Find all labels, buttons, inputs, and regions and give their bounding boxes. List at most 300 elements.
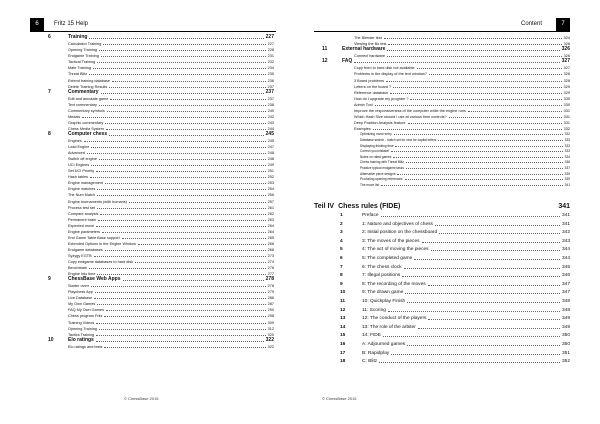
leader-dots: [381, 185, 563, 186]
entry-page-number: 350: [561, 333, 570, 339]
entry-title: Which Hash Size should I use at various time controls?: [354, 114, 447, 119]
entry-title: 13: The role of the arbiter: [362, 324, 416, 330]
entry-page-number: 328: [563, 78, 570, 83]
toc-chapter-entry[interactable]: [340, 270, 570, 278]
entry-page-number: 237: [267, 96, 274, 101]
entry-title: C: Blitz: [362, 359, 378, 365]
entry-title: Examples: [354, 126, 371, 131]
entry-number: 11: [340, 299, 346, 304]
leader-dots: [138, 244, 266, 245]
entry-page-number: 349: [561, 324, 570, 330]
toc-chapter-entry[interactable]: [340, 330, 570, 338]
entry-page-number: 333: [564, 149, 570, 154]
leader-dots: [99, 50, 266, 51]
leader-dots: [104, 347, 265, 348]
entry-page-number: 278: [265, 276, 274, 283]
leader-dots: [109, 135, 263, 136]
entry-page-number: 298: [267, 314, 274, 319]
entry-title: Copy endgame databases to hard disk: [68, 260, 134, 265]
entry-page-number: 263: [267, 217, 274, 222]
entry-number: 8: [340, 273, 343, 279]
leader-dots: [393, 87, 562, 88]
entry-title: Deep Position Analysis feature: [354, 120, 406, 125]
entry-page-number: 329: [563, 90, 570, 95]
leader-dots: [405, 293, 560, 294]
leader-dots: [386, 81, 562, 82]
leader-dots: [407, 345, 560, 346]
leader-dots: [96, 341, 264, 342]
leader-dots: [89, 74, 265, 75]
entry-title: Opening Training: [68, 326, 97, 331]
entry-title: Load Engine: [68, 145, 90, 150]
entry-page-number: 332: [563, 126, 570, 131]
leader-dots: [405, 179, 563, 180]
entry-title: Extend training database: [68, 78, 111, 83]
leader-dots: [99, 329, 266, 330]
leader-dots: [103, 44, 265, 45]
leader-dots: [94, 256, 266, 257]
right-page-header: [314, 18, 570, 32]
header-title: Fritz 15 Help: [54, 21, 89, 27]
entry-title: Process test set: [68, 205, 96, 210]
page-number: 6: [30, 18, 44, 31]
entry-page-number: 339: [564, 177, 570, 182]
entry-title: Displaying thinking time: [360, 143, 394, 148]
entry-page-number: 253: [267, 181, 274, 186]
entry-page-number: 339: [564, 171, 570, 176]
leader-dots: [410, 99, 561, 100]
entry-page-number: 279: [267, 290, 274, 295]
leader-dots: [406, 162, 563, 163]
entry-title: Calculation Training: [68, 42, 102, 47]
entry-page-number: 237: [267, 84, 274, 89]
leader-dots: [438, 140, 562, 141]
leader-dots: [102, 232, 266, 233]
entry-page-number: 351: [561, 350, 570, 356]
leader-dots: [393, 157, 562, 158]
entry-title: Tactical Training: [68, 60, 96, 65]
leader-dots: [95, 292, 266, 293]
entry-page-number: 248: [267, 151, 274, 156]
entry-page-number: 347: [561, 290, 570, 296]
leader-dots: [105, 183, 266, 184]
entry-number: 1: [340, 213, 343, 218]
entry-number: 9: [48, 276, 51, 283]
entry-page-number: 262: [267, 211, 274, 216]
entry-page-number: 249: [267, 163, 274, 168]
entry-title: My Own Games: [68, 302, 96, 307]
leader-dots: [106, 310, 266, 311]
entry-number: 17: [340, 350, 346, 356]
entry-title: Advanced: [68, 151, 85, 156]
entry-page-number: 327: [563, 66, 570, 71]
toc-chapter-entry[interactable]: [340, 339, 570, 347]
entry-title: FAQ My Own Games: [68, 308, 104, 313]
entry-title: Hash tables: [68, 175, 89, 180]
entry-page-number: 248: [267, 157, 274, 162]
entry-title: Engine matches: [68, 187, 96, 192]
leader-dots: [449, 117, 562, 118]
entry-page-number: 234: [267, 66, 274, 71]
entry-title: Extended Options in the Engine Window: [68, 241, 136, 246]
leader-dots: [87, 153, 266, 154]
entry-title: Benchmark: [68, 266, 88, 271]
entry-page-number: 332: [564, 132, 570, 137]
entry-page-number: 290: [267, 308, 274, 313]
entry-page-number: 328: [563, 72, 570, 77]
leader-dots: [84, 141, 266, 142]
entry-page-number: 240: [267, 108, 274, 113]
entry-title: Engines: [68, 139, 82, 144]
toc-chapter-entry[interactable]: [340, 356, 570, 364]
entry-page-number: 322: [267, 344, 274, 349]
entry-page-number: 232: [267, 60, 274, 65]
leader-dots: [98, 220, 266, 221]
entry-title: 1: Nature and objectives of chess: [362, 221, 433, 227]
entry-title: Compare analysis: [68, 211, 99, 216]
entry-page-number: 346: [561, 273, 570, 279]
entry-title: B: Rapidplay: [362, 350, 390, 356]
entry-title: Set UCI Priority: [68, 169, 95, 174]
footer-copyright: © ChessBase 2015: [322, 396, 357, 401]
entry-number: 12: [340, 307, 346, 313]
entry-page-number: 352: [561, 359, 570, 365]
entry-title: Playchess App: [68, 290, 93, 295]
leader-dots: [373, 129, 562, 130]
leader-dots: [97, 274, 265, 275]
entry-title: Reference database: [354, 90, 389, 95]
entry-page-number: 350: [561, 342, 570, 347]
entry-page-number: 320: [267, 332, 274, 337]
entry-page-number: 274: [267, 260, 274, 265]
entry-number: 16: [340, 342, 346, 347]
entry-title: Admin Tool: [354, 102, 373, 107]
entry-title: Starter overr: [68, 284, 90, 289]
leader-dots: [428, 319, 560, 320]
entry-title: 3 Board problems: [354, 78, 384, 83]
entry-title: Computer chess: [68, 130, 108, 137]
entry-title: Producing opening references: [360, 177, 403, 182]
leader-dots: [379, 362, 560, 363]
entry-title: How do I upgrade my program ?: [354, 96, 409, 101]
entry-title: Viewing the Bo test: [354, 42, 387, 47]
entry-title: Text commentary: [68, 102, 97, 107]
toc-chapter-entry[interactable]: [340, 348, 570, 356]
leader-dots: [404, 268, 560, 269]
entry-title: ChessBase Web Apps: [68, 276, 121, 283]
entry-title: The Num Match: [68, 193, 96, 198]
entry-page-number: 227: [267, 42, 274, 47]
entry-page-number: 273: [267, 253, 274, 258]
part-title: Chess rules (FIDE): [338, 203, 401, 210]
entry-page-number: 326: [563, 54, 570, 59]
entry-title: Copy from to hard disk not available: [354, 66, 415, 71]
header-rule: [314, 31, 570, 32]
leader-dots: [94, 298, 265, 299]
entry-title: Connect hardware: [354, 54, 386, 59]
entry-page-number: 251: [267, 169, 274, 174]
entry-title: Engine parameters: [68, 229, 101, 234]
entry-page-number: 333: [564, 137, 570, 142]
entry-page-number: 247: [267, 145, 274, 150]
leader-dots: [387, 50, 559, 51]
leader-dots: [408, 123, 562, 124]
entry-number: 13: [340, 316, 346, 322]
entry-title: 10: Quickplay Finish: [362, 299, 406, 304]
leader-dots: [384, 38, 562, 39]
leader-dots: [394, 134, 563, 135]
toc-chapter-entry[interactable]: [340, 322, 570, 330]
leader-dots: [101, 56, 266, 57]
toc-chapter-entry[interactable]: [340, 253, 570, 261]
entry-page-number: 348: [561, 307, 570, 313]
entry-page-number: 341: [561, 213, 570, 218]
entry-title: 7: Illegal positions: [362, 273, 401, 279]
entry-title: Opening Training: [68, 48, 97, 53]
part-page: 341: [558, 203, 570, 210]
leader-dots: [431, 250, 560, 251]
entry-page-number: 277: [267, 272, 274, 277]
leader-dots: [391, 151, 562, 152]
entry-page-number: 228: [267, 48, 274, 53]
entry-number: 2: [340, 221, 343, 227]
entry-title: 4: The act of moving the pieces: [362, 247, 429, 253]
entry-title: 12: The conduct of the players: [362, 316, 427, 322]
leader-dots: [406, 168, 563, 169]
right-page: [300, 0, 600, 424]
entry-title: 9: The drawn game: [362, 290, 404, 296]
toc-chapter-entry[interactable]: [340, 287, 570, 295]
leader-dots: [97, 189, 265, 190]
entry-title: Endgame databases: [68, 247, 103, 252]
leader-dots: [390, 93, 561, 94]
leader-dots: [107, 111, 266, 112]
part-label: Teil IV: [314, 203, 335, 210]
entry-title: FAQ: [342, 58, 353, 65]
leader-dots: [91, 165, 265, 166]
entry-number: 8: [48, 130, 51, 137]
entry-page-number: 336: [564, 160, 570, 165]
entry-page-number: 343: [561, 238, 570, 244]
entry-page-number: 254: [267, 187, 274, 192]
entry-title: Problems in the display of the text window?: [354, 72, 427, 77]
entry-page-number: 268: [267, 247, 274, 252]
entry-page-number: 245: [267, 139, 274, 144]
header-rule: [30, 31, 276, 32]
part-heading: [314, 200, 570, 210]
entry-title: Delete Training Results: [68, 84, 108, 89]
entry-number: 10: [48, 336, 54, 343]
toc-chapter-entry[interactable]: [340, 296, 570, 304]
entry-title: The Blender test: [354, 36, 382, 41]
entry-page-number: 345: [561, 264, 570, 270]
entry-title: 8: The recording of the moves: [362, 281, 426, 287]
leader-dots: [89, 38, 263, 39]
leader-dots: [388, 311, 560, 312]
entry-page-number: 324: [563, 36, 570, 41]
entry-title: 6: The chess clock: [362, 264, 402, 270]
entry-page-number: 331: [563, 114, 570, 119]
entry-title: 3: The moves of the pieces: [362, 238, 420, 244]
entry-title: External hardware: [342, 46, 386, 53]
leader-dots: [105, 250, 266, 251]
entry-page-number: 344: [561, 256, 570, 261]
toc-chapter-entry[interactable]: [340, 279, 570, 287]
leader-dots: [123, 280, 264, 281]
leader-dots: [106, 129, 266, 130]
entry-title: Letters on the board ?: [354, 84, 392, 89]
entry-title: Edit and annotate game: [68, 96, 109, 101]
entry-title: Graphic commentary: [68, 120, 104, 125]
leader-dots: [388, 44, 561, 45]
leader-dots: [101, 93, 264, 94]
leader-dots: [422, 242, 560, 243]
leader-dots: [89, 268, 265, 269]
entry-page-number: 264: [267, 223, 274, 228]
toc-chapter-entry[interactable]: [340, 236, 570, 244]
leader-dots: [109, 87, 265, 88]
toc-entry[interactable]: [68, 343, 274, 349]
toc-chapter-entry[interactable]: [340, 313, 570, 321]
entry-number: 7: [340, 264, 343, 270]
leader-dots: [417, 68, 562, 69]
entry-title: Engine tournaments (with humans): [68, 199, 127, 204]
leader-dots: [110, 99, 265, 100]
leader-dots: [468, 111, 562, 112]
toc-entry[interactable]: [360, 181, 570, 187]
entry-page-number: 348: [561, 299, 570, 304]
leader-dots: [97, 195, 266, 196]
entry-page-number: 326: [563, 42, 570, 47]
leader-dots: [414, 259, 560, 260]
entry-page-number: 347: [561, 281, 570, 287]
entry-page-number: 237: [265, 88, 274, 95]
leader-dots: [428, 285, 560, 286]
toc-chapter-entry[interactable]: [340, 305, 570, 313]
entry-number: 15: [340, 333, 346, 339]
entry-page-number: 322: [265, 336, 274, 343]
entry-page-number: 329: [563, 84, 570, 89]
entry-title: Engine Into time: [68, 272, 96, 277]
entry-page-number: 331: [563, 108, 570, 113]
leader-dots: [375, 105, 562, 106]
entry-page-number: 337: [564, 165, 570, 170]
entry-title: Endgame Training: [68, 54, 99, 59]
entry-page-number: 243: [267, 120, 274, 125]
entry-page-number: 333: [564, 143, 570, 148]
entry-page-number: 341: [564, 182, 570, 187]
entry-page-number: 252: [267, 175, 274, 180]
leader-dots: [104, 316, 265, 317]
entry-page-number: 309: [267, 320, 274, 325]
left-page-header: [30, 18, 276, 32]
entry-page-number: 242: [267, 114, 274, 119]
entry-title: Preface: [362, 213, 379, 218]
entry-title: Alternative piece designs: [360, 171, 396, 176]
entry-page-number: 349: [561, 316, 570, 322]
entry-page-number: 256: [267, 193, 274, 198]
leader-dots: [91, 286, 266, 287]
entry-title: Syzygy EGTB: [68, 253, 92, 258]
entry-page-number: 327: [561, 58, 570, 65]
leader-dots: [395, 146, 562, 147]
entry-page-number: 276: [267, 266, 274, 271]
entry-title: Chess training with Threat Blitz: [360, 160, 404, 165]
page-number: 7: [556, 18, 570, 31]
entry-title: Elo ratings: [68, 336, 94, 343]
entry-title: A: Adjourned games: [362, 342, 406, 347]
leader-dots: [96, 226, 265, 227]
leader-dots: [91, 147, 265, 148]
entry-title: Correct you mistake!: [360, 149, 390, 154]
entry-number: 6: [340, 256, 343, 261]
entry-number: 3: [340, 230, 343, 236]
entry-page-number: 266: [267, 241, 274, 246]
entry-title: Training Videos: [68, 320, 95, 325]
entry-page-number: 287: [267, 302, 274, 307]
leader-dots: [105, 123, 265, 124]
entry-title: Permanent brain: [68, 217, 97, 222]
leader-dots: [96, 335, 265, 336]
leader-dots: [96, 323, 265, 324]
entry-title: 11: Scoring: [362, 307, 386, 313]
leader-dots: [429, 74, 562, 75]
entry-page-number: 227: [265, 34, 274, 41]
entry-title: Chess Media System: [68, 126, 104, 131]
leader-dots: [97, 304, 265, 305]
toc-chapter-entry[interactable]: [340, 219, 570, 227]
leader-dots: [391, 354, 560, 355]
entry-title: Chess program Fritz: [68, 314, 103, 319]
entry-title: 14: FIDE: [362, 333, 381, 339]
toc-chapter-entry[interactable]: [340, 227, 570, 235]
leader-dots: [112, 81, 266, 82]
leader-dots: [407, 302, 560, 303]
entry-number: 7: [48, 88, 51, 95]
entry-page-number: 344: [561, 247, 570, 253]
entry-page-number: 261: [267, 205, 274, 210]
leader-dots: [90, 177, 266, 178]
entry-number: 10: [340, 290, 346, 296]
leader-dots: [402, 276, 560, 277]
entry-number: 6: [48, 34, 51, 41]
entry-page-number: 342: [561, 230, 570, 236]
toc-chapter-entry[interactable]: [340, 244, 570, 252]
leader-dots: [122, 238, 266, 239]
entry-page-number: 231: [267, 54, 274, 59]
entry-title: Training: [68, 34, 88, 41]
leader-dots: [439, 233, 560, 234]
entry-title: Medals: [68, 114, 81, 119]
entry-title: Engine management: [68, 181, 104, 186]
footer-copyright: © ChessBase 2015: [124, 396, 159, 401]
entry-number: 5: [340, 247, 343, 253]
entry-title: Mate Training: [68, 66, 92, 71]
entry-page-number: 244: [267, 126, 274, 131]
entry-title: Commentary: [68, 88, 99, 95]
entry-title: Elo ratings and tests: [68, 344, 103, 349]
entry-page-number: 312: [267, 326, 274, 331]
toc-chapter-entry[interactable]: [340, 262, 570, 270]
entry-page-number: 330: [563, 102, 570, 107]
entry-page-number: 326: [561, 46, 570, 53]
entry-page-number: 238: [267, 102, 274, 107]
header-title: Content: [520, 21, 542, 27]
entry-page-number: 235: [267, 72, 274, 77]
toc-chapter-entry[interactable]: [340, 210, 570, 218]
entry-title: Improve the responsiveness of the computer while the engine runs: [354, 108, 466, 113]
entry-number: 4: [340, 238, 343, 244]
